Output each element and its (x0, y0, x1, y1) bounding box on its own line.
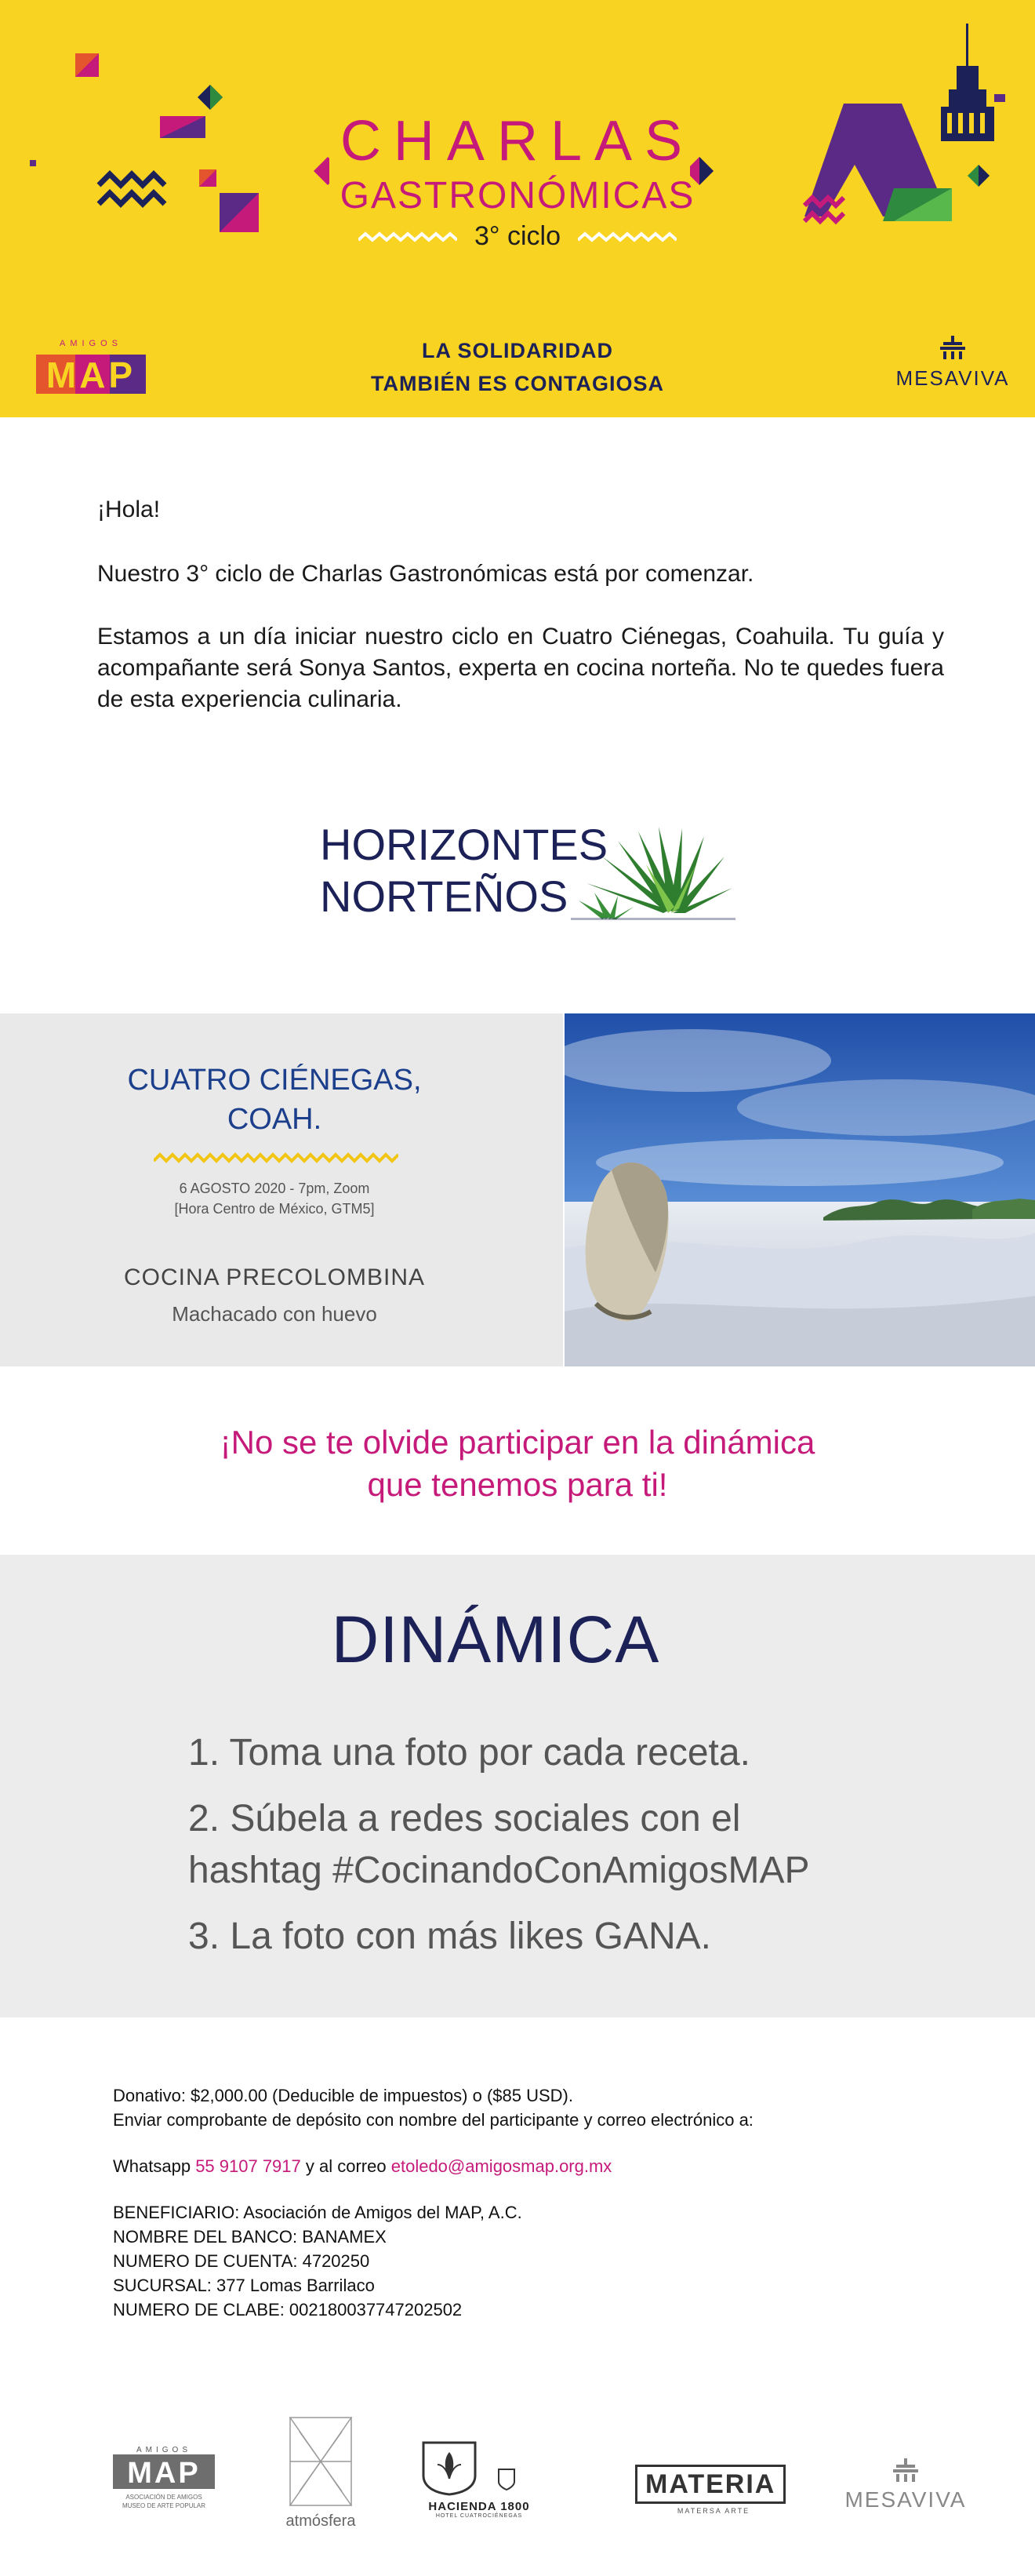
title-block (0, 110, 1035, 252)
intro-paragraph-1: Nuestro 3° ciclo de Charlas Gastronómicas está por comenzar. (97, 561, 754, 587)
amigos-label: AMIGOS (59, 339, 122, 348)
cycle-label: 3° ciclo (474, 221, 561, 251)
atmosfera-icon (262, 2414, 380, 2509)
svg-text:MAP: MAP (127, 2457, 201, 2489)
materia-logo (635, 2465, 800, 2520)
dinamica-steps (188, 1727, 972, 1977)
event-location (0, 1061, 549, 1139)
donation-instructions: Enviar comprobante de depósito con nombre del participante y correo electrónico a: (113, 2110, 754, 2130)
header-banner (0, 0, 1035, 417)
materia-label: MATERIA (635, 2465, 786, 2504)
intro-text (97, 494, 944, 747)
branch: SUCURSAL: 377 Lomas Barrilaco (113, 2276, 375, 2295)
step-item: 3. La foto con más likes GANA. (188, 1916, 711, 1957)
email-link[interactable]: etoledo@amigosmap.org.mx (390, 2156, 612, 2176)
amigos-map-sponsor-logo (113, 2446, 215, 2516)
map-caption-1: ASOCIACIÓN DE AMIGOS (125, 2494, 202, 2501)
horizontes-line2: NORTEÑOS (320, 871, 568, 921)
event-card (0, 1013, 1035, 1366)
event-category: COCINA PRECOLOMBINA (123, 1264, 426, 1290)
dynamic-reminder (0, 1421, 1035, 1506)
beneficiary: BENEFICIARIO: Asociación de Amigos del MAP, A.C. (113, 2203, 522, 2222)
title-charlas: CHARLAS (340, 110, 695, 173)
contact-line (113, 2154, 975, 2178)
event-location-line1: CUATRO CIÉNEGAS, (127, 1064, 422, 1097)
dinamica-title: DINÁMICA (331, 1603, 660, 1676)
step-item: 2. Súbela a redes sociales con el hashtag #CocinandoConAmigosMAP (188, 1798, 810, 1891)
email-connector: y al correo (305, 2156, 387, 2176)
agave-plant-icon (571, 825, 735, 927)
materia-sublabel: MATERSA ARTE (677, 2507, 750, 2515)
step-item: 1. Toma una foto por cada receta. (188, 1732, 750, 1774)
zigzag-right-icon (578, 231, 677, 243)
mesaviva-sponsor-icon (890, 2457, 921, 2483)
map-caption-2: MUSEO DE ARTE POPULAR (122, 2502, 206, 2509)
event-date-line1: 6 AGOSTO 2020 - 7pm, Zoom (179, 1181, 370, 1196)
sponsor-logos (0, 2414, 1035, 2532)
event-info-panel (0, 1013, 563, 1366)
donation-info (113, 2083, 975, 2322)
cuatro-cienegas-photo (565, 1013, 1035, 1366)
horizontes-nortenos-logo (320, 819, 728, 929)
reminder-line2: que tenemos para ti! (367, 1466, 668, 1503)
event-location-line2: COAH. (227, 1103, 322, 1136)
intro-paragraph-2: Estamos a un día iniciar nuestro ciclo en Cuatro Ciénegas, Coahuila. Tu guía y acompañante será Sonya Santos, experta en cocina norteña. No te quedes fuera de esta experiencia culinaria. (97, 624, 944, 712)
atmosfera-logo (262, 2414, 380, 2532)
map-sponsor-graphic (113, 2454, 215, 2489)
title-gastronomicas: GASTRONÓMICAS (340, 175, 695, 216)
whatsapp-number-link[interactable]: 55 9107 7917 (195, 2156, 301, 2176)
reminder-line1: ¡No se te olvide participar en la dinámica (220, 1424, 815, 1461)
whatsapp-label: Whatsapp (113, 2156, 191, 2176)
slogan-line2: TAMBIÉN ES CONTAGIOSA (370, 372, 664, 395)
dinamica-section (0, 1555, 1035, 2018)
hacienda-shield-icon (420, 2441, 538, 2496)
mesaviva-logo (894, 336, 1011, 391)
donation-amount: Donativo: $2,000.00 (Deducible de impuestos) o ($85 USD). (113, 2086, 573, 2105)
event-timezone: [Hora Centro de México, GTM5] (174, 1201, 375, 1217)
slogan-line1: LA SOLIDARIDAD (422, 339, 613, 362)
hacienda-sublabel: HOTEL CUATROCIÉNEGAS (435, 2513, 523, 2519)
event-date (0, 1178, 549, 1219)
atmosfera-label: atmósfera (285, 2512, 356, 2530)
event-dish: Machacado con huevo (172, 1302, 377, 1326)
mesaviva-sponsor-label: MESAVIVA (844, 2487, 967, 2512)
mesaviva-icon (937, 336, 968, 359)
horizontes-title (320, 819, 608, 922)
clabe-number: NUMERO DE CLABE: 002180037747202502 (113, 2300, 463, 2319)
account-number: NUMERO DE CUENTA: 4720250 (113, 2251, 370, 2271)
hacienda-label: HACIENDA 1800 (428, 2500, 530, 2513)
greeting: ¡Hola! (97, 497, 161, 522)
horizontes-line1: HORIZONTES (320, 820, 608, 869)
cycle-row (0, 221, 1035, 252)
svg-text:MAP: MAP (45, 355, 136, 394)
hacienda-1800-logo (420, 2441, 538, 2527)
sponsor-amigos-label: AMIGOS (136, 2446, 191, 2454)
slogan (0, 334, 1035, 400)
mesaviva-label: MESAVIVA (895, 366, 1010, 390)
zigzag-left-icon (358, 231, 457, 243)
mesaviva-sponsor-logo (839, 2457, 972, 2520)
bank-name: NOMBRE DEL BANCO: BANAMEX (113, 2227, 387, 2247)
wave-divider-icon (154, 1152, 398, 1164)
